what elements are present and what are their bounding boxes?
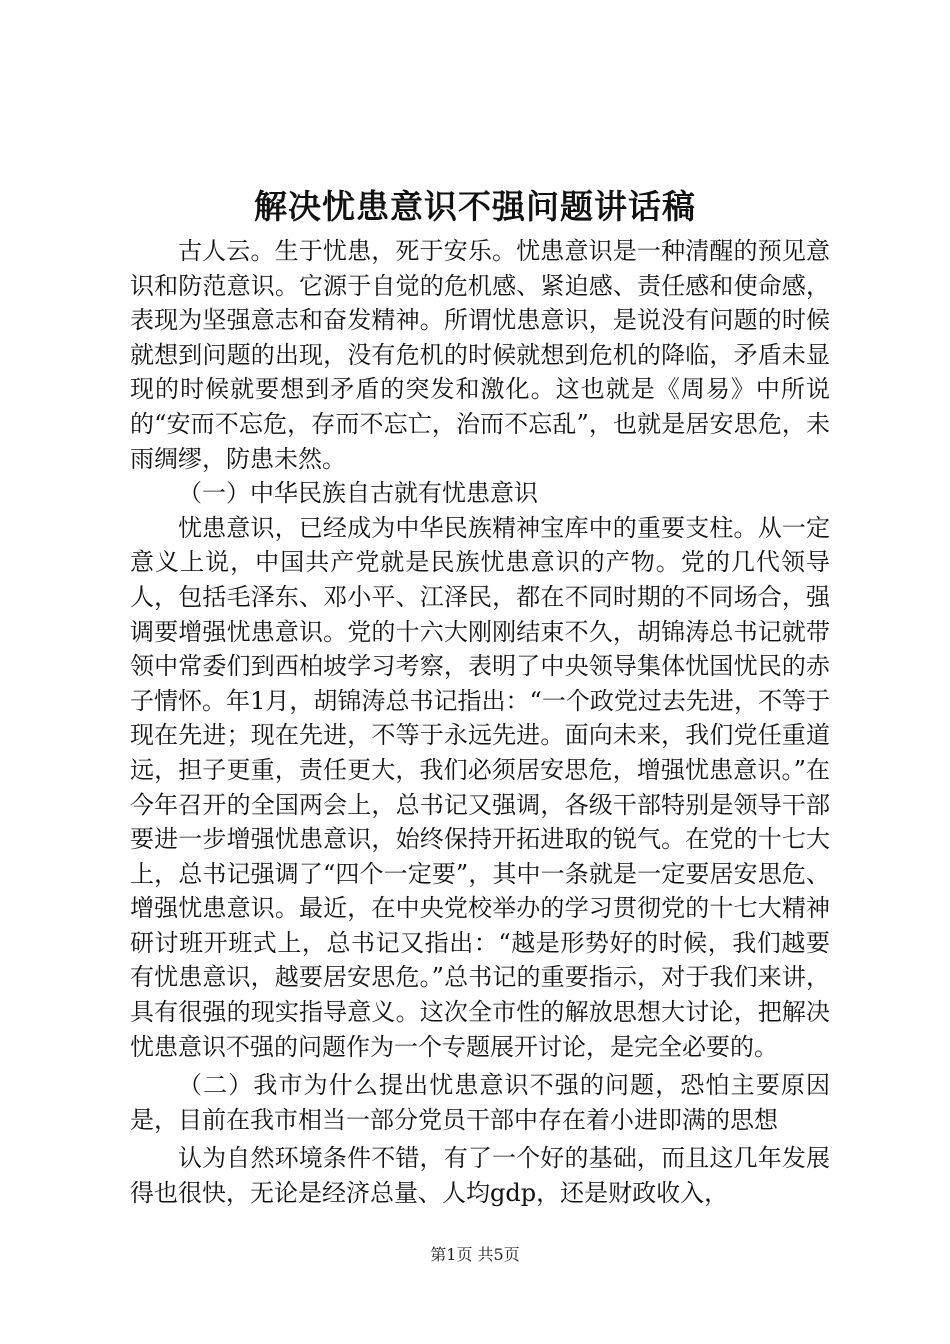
paragraph-section-1: 忧患意识，已经成为中华民族精神宝库中的重要支柱。从一定意义上说，中国共产党就是民族忧患意识的产物。党的几代领导人，包括毛泽东、邓小平、江泽民，都在不同时期的不同场合，强调要增强忧患意识。党的十六大刚刚结束不久，胡锦涛总书记就带领中常委们到西柏坡学习考察，表明了中央领导集体忧国忧民的赤子情怀。年1月，胡锦涛总书记指出：“一个政党过去先进，不等于现在先进；现在先进，不等于永远先进。面向未来，我们党任重道远，担子更重，责任更大，我们必须居安思危，增强忧患意识。”在今年召开的全国两会上，总书记又强调，各级干部特别是领导干部要进一步增强忧患意识，始终保持开拓进取的锐气。在党的十七大上，总书记强调了“四个一定要”，其中一条就是一定要居安思危、增强忧患意识。最近，在中央党校举办的学习贯彻党的十七大精神研讨班开班式上，总书记又指出：“越是形势好的时候，我们越要有忧患意识，越要居安思危。”总书记的重要指示，对于我们来讲，具有很强的现实指导意义。这次全市性的解放思想大讨论，把解决忧患意识不强的问题作为一个专题展开讨论，是完全必要的。 — [130, 513, 830, 1061]
document-body — [130, 234, 830, 1211]
section-heading-2: （二）我市为什么提出忧患意识不强的问题，恐怕主要原因是，目前在我市相当一部分党员干部中存在着小进即满的思想 — [130, 1071, 830, 1134]
section-heading-1: （一）中华民族自古就有忧患意识 — [178, 479, 538, 508]
paragraph-intro: 古人云。生于忧患，死于安乐。忧患意识是一种清醒的预见意识和防范意识。它源于自觉的危机感、紧迫感、责任感和使命感，表现为坚强意志和奋发精神。所谓忧患意识，是说没有问题的时候就想到问题的出现，没有危机的时候就想到危机的降临，矛盾未显现的时候就要想到矛盾的突发和激化。这也就是《周易》中所说的“安而不忘危，存而不忘亡，治而不忘乱”，也就是居安思危，未雨绸缪，防患未然。 — [130, 237, 830, 473]
paragraph-section-2: 认为自然环境条件不错，有了一个好的基础，而且这几年发展得也很快，无论是经济总量、人均gdp，还是财政收入， — [130, 1144, 830, 1208]
document-title: 解决忧患意识不强问题讲话稿 — [254, 187, 696, 226]
page-footer: 第1页 共5页 — [430, 1245, 520, 1264]
